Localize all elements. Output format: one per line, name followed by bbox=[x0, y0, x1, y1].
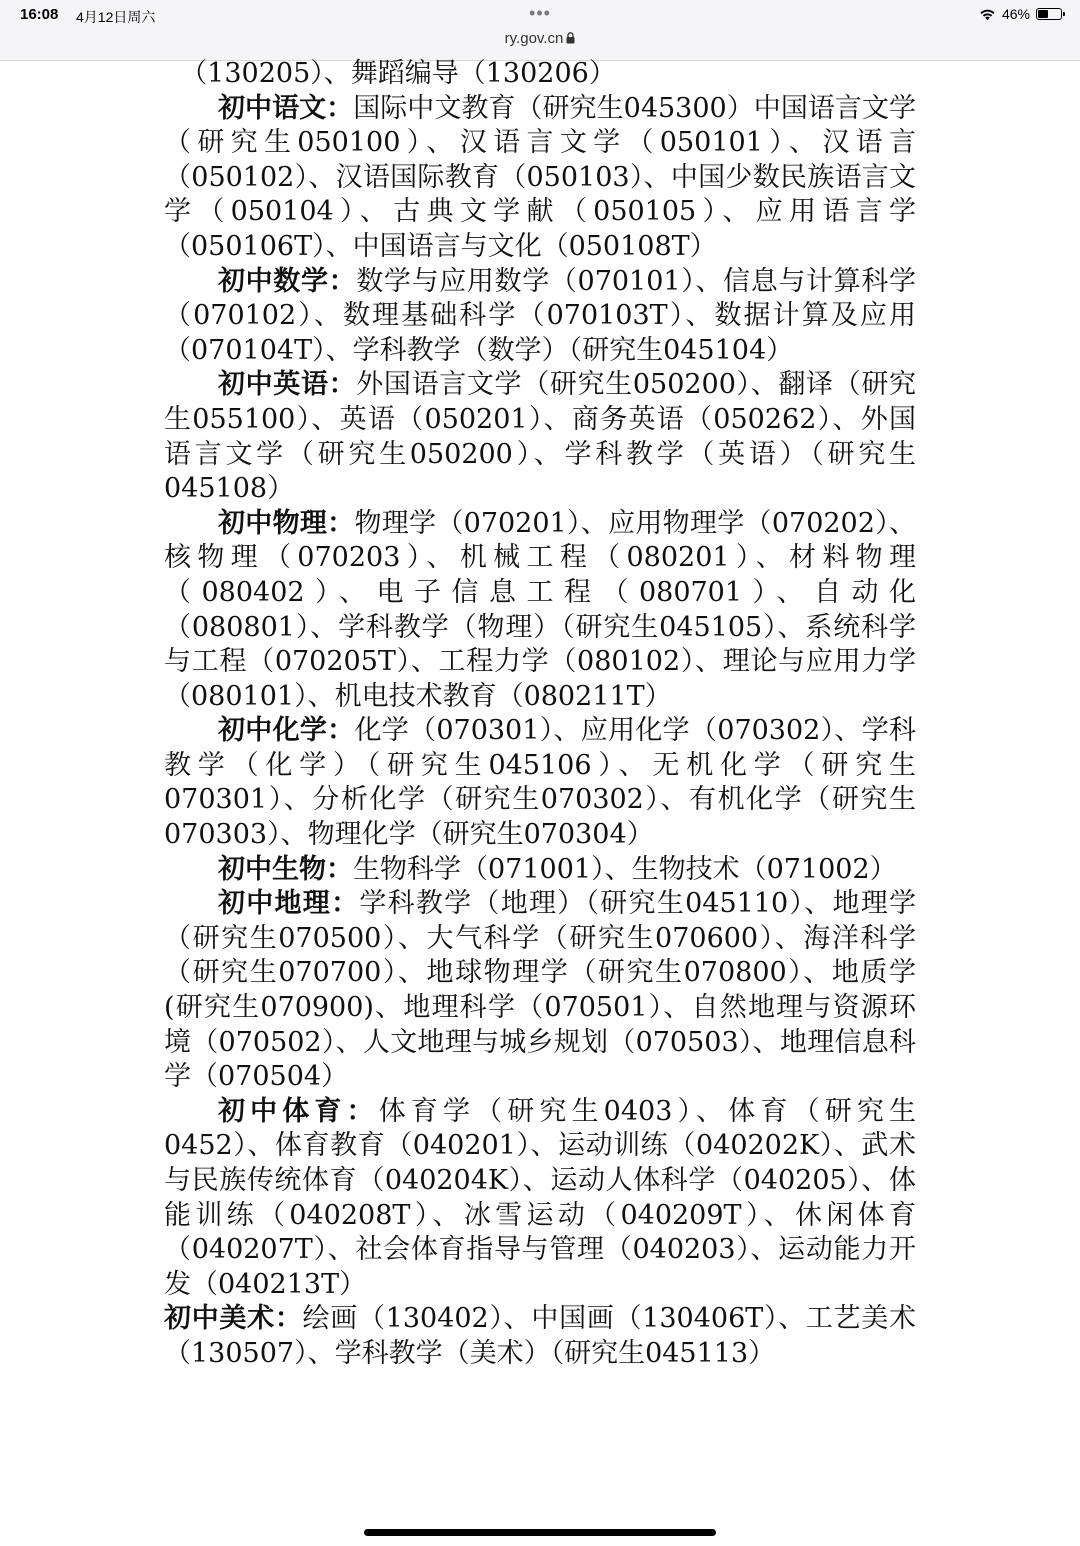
section-label: 初中物理： bbox=[218, 507, 355, 539]
lock-icon bbox=[566, 31, 575, 48]
battery-percent: 46% bbox=[1001, 6, 1030, 22]
section-text: 绘画（130402）、中国画（130406T）、工艺美术（130507）、学科教学（美术）（研究生045113） bbox=[164, 1303, 917, 1369]
section-english bbox=[164, 368, 916, 506]
article-body bbox=[164, 57, 916, 1372]
section-text: 国际中文教育（研究生045300）中国语言文学（研究生050100）、汉语言文学（050101）、汉语言（050102）、汉语国际教育（050103）、中国少数民族语言文学（050104）、古典文学献（050105）、应用语言学（050106T）、中国语言与文化（050108T） bbox=[164, 92, 916, 262]
section-physics bbox=[164, 507, 916, 715]
section-geography bbox=[164, 887, 916, 1095]
home-indicator[interactable] bbox=[364, 1529, 716, 1536]
section-text: 数学与应用数学（070101）、信息与计算科学（070102）、数理基础科学（070103T）、数据计算及应用（070104T）、学科教学（数学）（研究生045104） bbox=[164, 265, 916, 366]
url-text: ry.gov.cn bbox=[504, 30, 564, 47]
multitasking-dots[interactable]: ••• bbox=[529, 3, 551, 23]
section-label: 初中体育： bbox=[218, 1095, 379, 1127]
status-bar bbox=[0, 0, 1080, 61]
section-text: 物理学（070201）、应用物理学（070202）、核物理（070203）、机械工程（080201）、材料物理（080402）、电子信息工程（080701）、自动化（080801）、学科教学（物理）（研究生045105）、系统科学与工程（070205T）、工程力学（080102）、理论与应用力学（080101）、机电技术教育（080211T） bbox=[164, 507, 917, 712]
section-biology bbox=[164, 853, 916, 888]
section-label: 初中地理： bbox=[218, 888, 360, 920]
section-label: 初中语文： bbox=[218, 92, 354, 124]
status-time: 16:08 bbox=[20, 6, 59, 23]
status-indicators bbox=[979, 6, 1062, 22]
section-text: 学科教学（地理）（研究生045110）、地理学（研究生070500）、大气科学（研究生070600）、海洋科学（研究生070700）、地球物理学（研究生070800）、地质学(研究生070900)、地理科学（070501）、自然地理与资源环境（070502）、人文地理与城乡规划（070503）、地理信息科学（070504） bbox=[164, 888, 917, 1093]
section-text: 外国语言文学（研究生050200）、翻译（研究生055100）、英语（050201）、商务英语（050262）、外国语言文学（研究生050200）、学科教学（英语）（研究生045108） bbox=[164, 369, 916, 505]
section-art bbox=[164, 1302, 916, 1371]
wifi-icon bbox=[979, 8, 996, 21]
section-text: 化学（070301）、应用化学（070302）、学科教学（化学）（研究生045106）、无机化学（研究生070301）、分析化学（研究生070302）、有机化学（研究生070303）、物理化学（研究生070304） bbox=[164, 715, 917, 851]
section-math bbox=[164, 265, 916, 369]
url-bar[interactable] bbox=[440, 30, 640, 48]
section-label: 初中数学： bbox=[218, 265, 357, 297]
battery-cap bbox=[1063, 12, 1065, 16]
section-chinese bbox=[164, 92, 916, 265]
section-label: 初中美术： bbox=[164, 1303, 303, 1335]
status-date: 4月12日周六 bbox=[76, 9, 156, 25]
section-text: 生物科学（071001）、生物技术（071002） bbox=[353, 853, 897, 885]
battery-fill bbox=[1038, 10, 1048, 18]
intro-line: （130205）、舞蹈编导（130206） bbox=[180, 58, 616, 89]
battery-icon bbox=[1036, 8, 1062, 20]
section-pe bbox=[164, 1095, 916, 1303]
section-label: 初中生物： bbox=[218, 853, 353, 885]
section-label: 初中化学： bbox=[218, 715, 355, 747]
section-chemistry bbox=[164, 714, 916, 852]
section-text: 体育学（研究生0403）、体育（研究生0452）、体育教育（040201）、运动训练（040202K）、武术与民族传统体育（040204K）、运动人体科学（040205）、体能训练（040208T）、冰雪运动（040209T）、休闲体育（040207T）、社会体育指导与管理（040203）、运动能力开发（040213T） bbox=[164, 1095, 917, 1300]
section-label: 初中英语： bbox=[218, 369, 357, 401]
